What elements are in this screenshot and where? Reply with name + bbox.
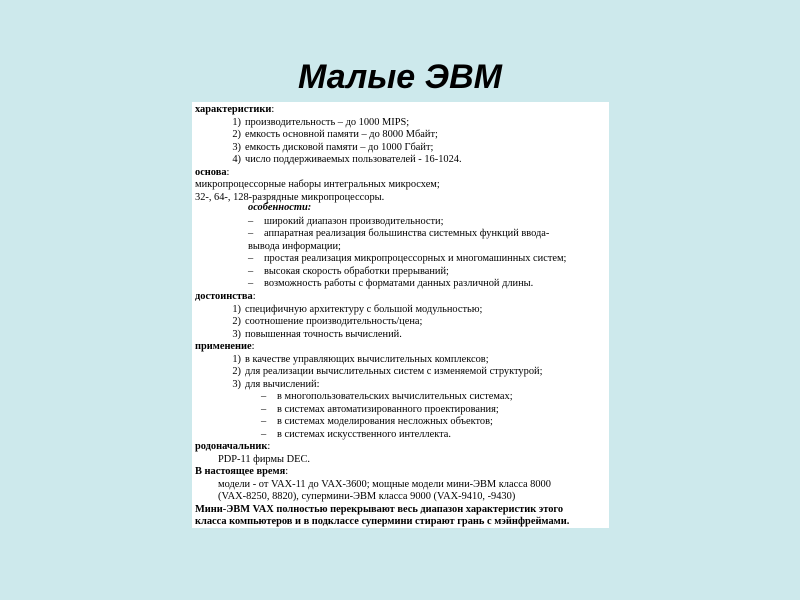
list-item: – в системах моделирования несложных объектов; xyxy=(261,416,493,427)
ancestor-text: PDP-11 фирмы DEC. xyxy=(218,453,310,465)
list-item: – в системах автоматизированного проектирования; xyxy=(261,403,499,415)
basis-heading: основа: xyxy=(195,166,230,178)
present-line: (VAX-8250, 8820), супермини-ЭВМ класса 9000 (VAX-9410, -9430) xyxy=(218,491,516,502)
present-heading: В настоящее время: xyxy=(195,466,289,477)
list-item-continuation: вывода информации; xyxy=(248,240,341,252)
basis-line: микропроцессорные наборы интегральных микросхем; xyxy=(195,179,440,190)
list-item: – возможность работы с форматами данных различной длины. xyxy=(248,278,534,289)
list-item: – аппаратная реализация большинства системных функций ввода- xyxy=(248,228,550,239)
list-item: 3) повышенная точность вычислений. xyxy=(232,328,402,340)
summary-line: класса компьютеров и в подклассе супермини стирают грань с мэйнфреймами. xyxy=(195,516,570,527)
list-item: 1) в качестве управляющих вычислительных комплексов; xyxy=(232,353,489,365)
application-heading: применение: xyxy=(195,341,255,352)
characteristics-heading: характеристики: xyxy=(195,104,275,115)
slide-title: Малые ЭВМ xyxy=(298,58,502,96)
summary-line: Мини-ЭВМ VAX полностью перекрывают весь диапазон характеристик этого xyxy=(195,503,564,515)
ancestor-heading: родоначальник: xyxy=(195,441,271,452)
present-line: модели - от VAX-11 до VAX-3600; мощные модели мини-ЭВМ класса 8000 xyxy=(218,478,551,490)
list-item: 3) емкость дисковой памяти – до 1000 Гбайт; xyxy=(232,141,434,153)
document-image xyxy=(192,102,609,528)
list-item: – широкий диапазон производительности; xyxy=(248,215,444,227)
list-item: 2) соотношение производительность/цена; xyxy=(232,316,423,327)
list-item: 4) число поддерживаемых пользователей - 16-1024. xyxy=(232,154,462,165)
list-item: – высокая скорость обработки прерываний; xyxy=(248,265,449,277)
basis-line: 32-, 64-, 128-разрядные микропроцессоры. xyxy=(195,191,385,203)
list-item: 2) емкость основной памяти – до 8000 Мбайт; xyxy=(232,129,438,140)
list-item: – в системах искусственного интеллекта. xyxy=(261,428,451,440)
list-item: 3) для вычислений: xyxy=(232,378,320,390)
list-item: 2) для реализации вычислительных систем с изменяемой структурой; xyxy=(232,366,543,377)
features-heading: особенности: xyxy=(248,202,312,213)
list-item: 1) производительность – до 1000 MIPS; xyxy=(232,116,410,128)
advantages-heading: достоинства: xyxy=(195,291,256,302)
list-item: 1) специфичную архитектуру с большой модульностью; xyxy=(232,303,483,315)
list-item: – простая реализация микропроцессорных и многомашинных систем; xyxy=(248,253,567,264)
list-item: – в многопользовательских вычислительных системах; xyxy=(261,391,513,402)
